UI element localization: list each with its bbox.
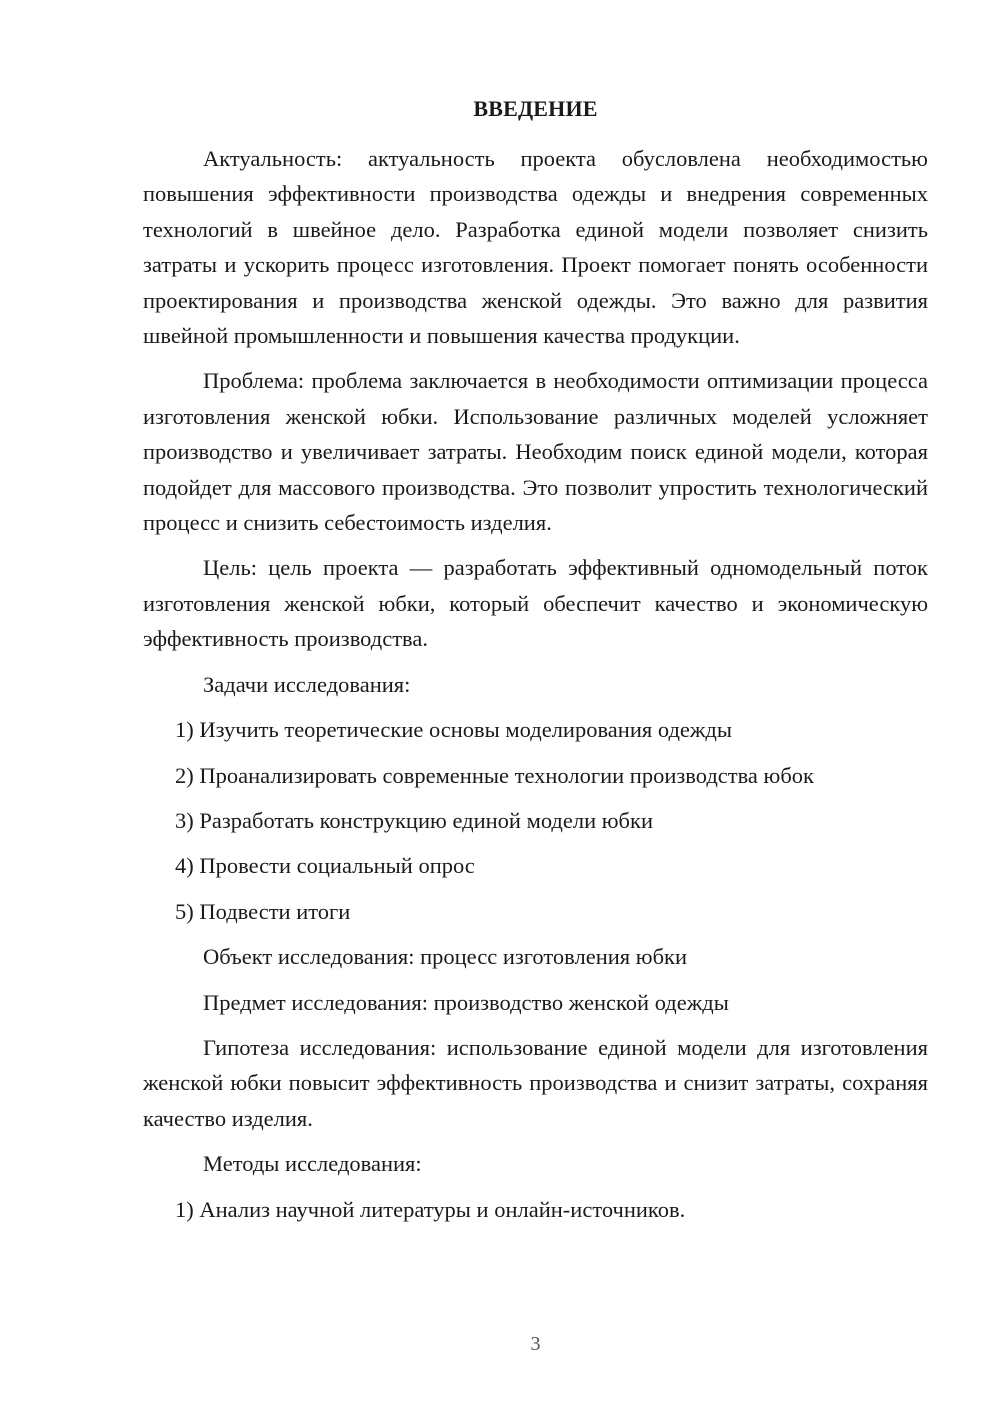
paragraph-hypothesis: Гипотеза исследования: использование единой модели для изготовления женской юбки повысит эффективность производства и снизит затраты, сохраняя качество изделия. bbox=[143, 1034, 928, 1131]
task-item-1: 1) Изучить теоретические основы моделирования одежды bbox=[175, 717, 732, 743]
tasks-heading: Задачи исследования: bbox=[203, 671, 411, 697]
task-item-3: 3) Разработать конструкцию единой модели юбки bbox=[175, 807, 653, 833]
section-title: ВВЕДЕНИЕ bbox=[473, 96, 598, 121]
document-body bbox=[143, 141, 928, 1227]
paragraph-relevance: Актуальность: актуальность проекта обусловлена необходимостью повышения эффективности производства одежды и внедрения современных технологий в швейное дело. Разработка единой модели позволяет снизить затраты и ускорить процесс изготовления. Проект помогает понять особенности проектирования и производства женской одежды. Это важно для развития швейной промышленности и повышения качества продукции. bbox=[143, 146, 928, 349]
task-item-4: 4) Провести социальный опрос bbox=[175, 853, 475, 879]
paragraph-object: Объект исследования: процесс изготовления юбки bbox=[203, 944, 687, 970]
paragraph-problem: Проблема: проблема заключается в необходимости оптимизации процесса изготовления женской юбки. Использование различных моделей усложняет производство и увеличивает затраты. Необходим поиск единой модели, которая подойдет для массового производства. Это позволит упростить технологический процесс и снизить себестоимость изделия. bbox=[143, 368, 928, 536]
method-item-1: 1) Анализ научной литературы и онлайн-источников. bbox=[175, 1196, 686, 1222]
page-number: 3 bbox=[530, 1333, 541, 1355]
paragraph-subject: Предмет исследования: производство женской одежды bbox=[203, 989, 729, 1015]
document-page bbox=[143, 0, 928, 1414]
methods-heading: Методы исследования: bbox=[203, 1151, 422, 1177]
task-item-5: 5) Подвести итоги bbox=[175, 898, 351, 924]
task-item-2: 2) Проанализировать современные технологии производства юбок bbox=[175, 762, 814, 788]
paragraph-goal: Цель: цель проекта — разработать эффективный одномодельный поток изготовления женской юбки, который обеспечит качество и экономическую эффективность производства. bbox=[143, 555, 928, 652]
